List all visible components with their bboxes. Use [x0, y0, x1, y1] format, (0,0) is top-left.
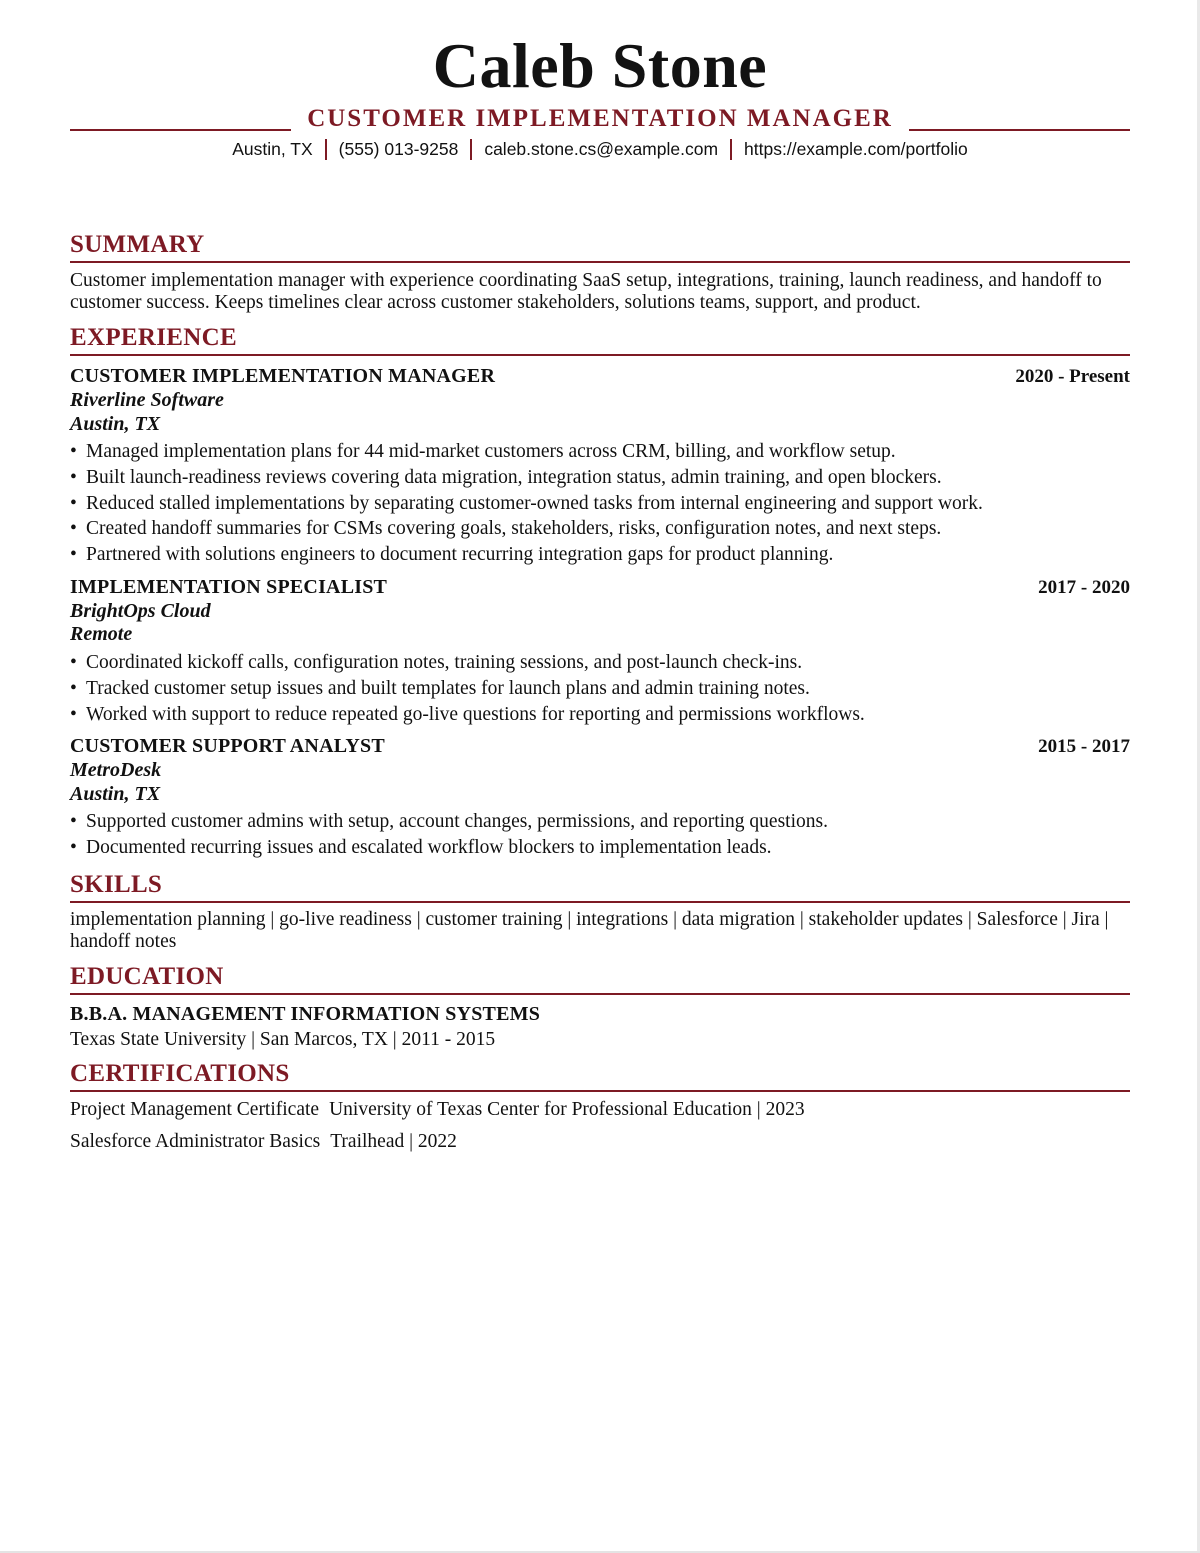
- contact-separator: [325, 139, 327, 160]
- contact-separator: [730, 139, 732, 160]
- education-heading: EDUCATION: [70, 962, 1130, 995]
- job-entry: [70, 575, 1130, 727]
- job-dates: 2020 - Present: [1015, 366, 1130, 387]
- job-location: Austin, TX: [70, 412, 161, 435]
- job-location: Remote: [70, 623, 133, 646]
- job-role: IMPLEMENTATION SPECIALIST: [70, 575, 388, 598]
- education-degree: B.B.A. MANAGEMENT INFORMATION SYSTEMS: [70, 1002, 541, 1025]
- title-rule-right: [909, 129, 1130, 131]
- summary-text: Customer implementation manager with experience coordinating SaaS setup, integrations, training, launch readiness, and handoff to customer success. Keeps timelines clear across customer stakeholders, solutions teams, support, and product.: [70, 270, 1102, 313]
- job-bullets: [70, 650, 1130, 727]
- job-entry: [70, 364, 1130, 568]
- contact-line: [70, 136, 1130, 162]
- bullet-item: • Created handoff summaries for CSMs covering goals, stakeholders, risks, configuration notes, and next steps.: [70, 516, 1130, 542]
- bullet-item: • Managed implementation plans for 44 mid-market customers across CRM, billing, and workflow setup.: [70, 439, 1130, 465]
- bullet-item: • Built launch-readiness reviews covering data migration, integration status, admin training, and open blockers.: [70, 465, 1130, 491]
- certification-name: Salesforce Administrator Basics: [70, 1130, 321, 1152]
- title-rule-left: [70, 129, 291, 131]
- job-location: Austin, TX: [70, 782, 161, 805]
- job-company: Riverline Software: [70, 389, 224, 411]
- contact-portfolio-link[interactable]: https://example.com/portfolio: [744, 138, 968, 159]
- candidate-title: CUSTOMER IMPLEMENTATION MANAGER: [307, 105, 893, 132]
- contact-email[interactable]: caleb.stone.cs@example.com: [484, 138, 719, 159]
- job-entry: [70, 734, 1130, 861]
- contact-phone: (555) 013-9258: [338, 138, 459, 159]
- bullet-item: • Partnered with solutions engineers to document recurring integration gaps for product planning.: [70, 542, 1130, 568]
- experience-heading: EXPERIENCE: [70, 323, 1130, 356]
- certification-item: [70, 1094, 1130, 1126]
- bullet-item: • Coordinated kickoff calls, configuration notes, training sessions, and post-launch check-ins.: [70, 650, 1130, 676]
- resume-page: [70, 0, 1130, 1158]
- title-banner: [70, 104, 1130, 134]
- job-bullets: [70, 809, 1130, 861]
- certification-issuer: Trailhead | 2022: [330, 1130, 457, 1152]
- bullet-item: • Reduced stalled implementations by separating customer-owned tasks from internal engineering and support work.: [70, 491, 1130, 517]
- contact-separator: [470, 139, 472, 160]
- certification-issuer: University of Texas Center for Professional Education | 2023: [329, 1098, 805, 1120]
- certification-item: [70, 1126, 1130, 1158]
- summary-heading: SUMMARY: [70, 230, 1130, 263]
- job-company: BrightOps Cloud: [70, 599, 211, 622]
- job-company: MetroDesk: [70, 759, 162, 782]
- bullet-item: • Worked with support to reduce repeated go-live questions for reporting and permissions workflows.: [70, 702, 1130, 728]
- skills-heading: SKILLS: [70, 870, 1130, 903]
- job-role: CUSTOMER SUPPORT ANALYST: [70, 735, 385, 758]
- job-dates: 2015 - 2017: [1038, 736, 1130, 758]
- certifications-list: [70, 1094, 1130, 1158]
- job-bullets: [70, 439, 1130, 568]
- bullet-item: • Tracked customer setup issues and built templates for launch plans and admin training notes.: [70, 676, 1130, 702]
- education-detail: Texas State University | San Marcos, TX | 2011 - 2015: [70, 1028, 496, 1050]
- certifications-heading: CERTIFICATIONS: [70, 1059, 1130, 1092]
- bullet-item: • Supported customer admins with setup, account changes, permissions, and reporting questions.: [70, 809, 1130, 835]
- skills-list: implementation planning | go-live readiness | customer training | integrations | data migration | stakeholder updates | Salesforce | Jira | handoff notes: [70, 908, 1109, 952]
- certification-name: Project Management Certificate: [70, 1098, 320, 1120]
- job-dates: 2017 - 2020: [1038, 576, 1130, 598]
- candidate-name: Caleb Stone: [432, 30, 768, 101]
- bullet-item: • Documented recurring issues and escalated workflow blockers to implementation leads.: [70, 835, 1130, 861]
- job-role: CUSTOMER IMPLEMENTATION MANAGER: [70, 365, 496, 387]
- contact-location: Austin, TX: [232, 138, 313, 159]
